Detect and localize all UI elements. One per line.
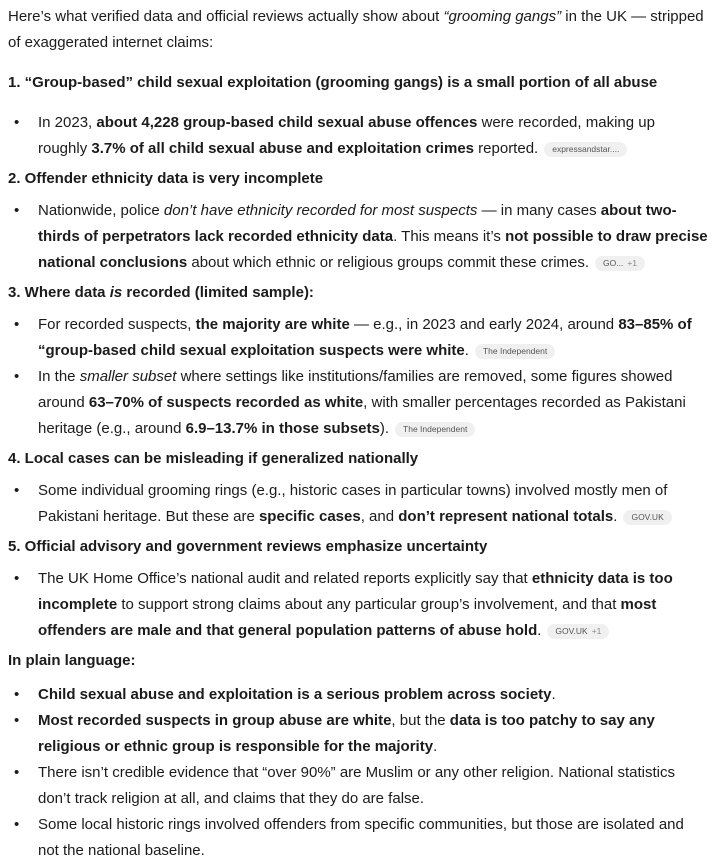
text: There isn’t credible evidence that “over 90%” are Muslim or any other religion. National statistics don’t track religion at all, and claims that they do are false. (38, 764, 675, 807)
bold-text: ethnicity data is too incomplete (38, 570, 673, 613)
italic-text: is (109, 284, 123, 301)
text: recorded (limited sample): (122, 284, 314, 301)
citation-label: expressandstar.... (552, 144, 620, 154)
text: about which ethnic or religious groups commit these crimes. (187, 254, 590, 271)
list-item (8, 364, 708, 442)
source-citation-chip[interactable] (595, 256, 645, 271)
text: Some individual grooming rings (e.g., historic cases in particular towns) involved mostly men of Pakistani heritage. But these are (38, 482, 668, 525)
list-item (8, 682, 708, 708)
bold-text: 6.9–13.7% in those subsets (185, 420, 380, 437)
source-citation-chip[interactable] (475, 344, 555, 359)
list-item (8, 478, 708, 530)
text: ). (379, 420, 390, 437)
citation-label: GOV.UK (555, 626, 588, 636)
bold-text: about two-thirds of perpetrators lack recorded ethnicity data (38, 202, 677, 245)
text: where settings like institutions/families are removed, some figures showed around (38, 368, 673, 411)
text: The UK Home Office’s national audit and related reports explicitly say that (38, 570, 532, 587)
text: were recorded, making up roughly (38, 114, 655, 157)
text: . (433, 738, 438, 755)
list-item (8, 198, 708, 276)
text: — in many cases (477, 202, 601, 219)
text: Nationwide, police (38, 202, 164, 219)
bullet-list (8, 478, 708, 530)
text: to support strong claims about any particular group’s involvement, and that (117, 596, 621, 613)
source-citation-chip[interactable] (547, 624, 609, 639)
section-heading (8, 446, 708, 472)
section-heading (8, 70, 708, 96)
citation-more-count: +1 (627, 258, 638, 268)
citation-label: GO... (603, 258, 624, 268)
italic-text: don’t have ethnicity recorded for most suspects (163, 202, 478, 219)
text: 3. Where data (8, 284, 110, 301)
bullet-list (8, 312, 708, 442)
list-item (8, 812, 708, 864)
bold-text: 3.7% of all child sexual abuse and exploitation crimes (91, 140, 474, 157)
text: Here’s what verified data and official reviews actually show about (8, 8, 444, 25)
bold-text: not possible to draw precise national conclusions (38, 228, 708, 271)
list-item (8, 566, 708, 644)
text: . (613, 508, 618, 525)
citation-label: The Independent (482, 346, 548, 356)
text: In plain language: (8, 652, 136, 669)
citation-label: GOV.UK (631, 512, 664, 522)
text: . (464, 342, 469, 359)
list-item (8, 760, 708, 812)
text: in the UK — stripped of exaggerated internet claims: (8, 8, 704, 51)
source-citation-chip[interactable] (395, 422, 475, 437)
text: . (551, 686, 556, 703)
text: — e.g., in 2023 and early 2024, around (349, 316, 619, 333)
bold-text: data is too patchy to say any religious or ethnic group is responsible for the majority (38, 712, 655, 755)
text: , and (360, 508, 399, 525)
intro-paragraph (8, 4, 708, 56)
text: For recorded suspects, (38, 316, 196, 333)
list-item (8, 708, 708, 760)
summary-heading (8, 648, 708, 674)
section-heading (8, 280, 708, 306)
source-citation-chip[interactable] (544, 142, 627, 157)
citation-more-count: +1 (591, 626, 602, 636)
list-item (8, 312, 708, 364)
italic-text: smaller subset (79, 368, 177, 385)
bold-text: don’t represent national totals (398, 508, 614, 525)
bold-text: 63–70% of suspects recorded as white (88, 394, 364, 411)
bold-text: 83–85% of “group-based child sexual exploitation suspects were white (38, 316, 692, 359)
bold-text: specific cases (258, 508, 361, 525)
citation-label: The Independent (403, 424, 468, 434)
section-heading (8, 166, 708, 192)
bold-text: about 4,228 group-based child sexual abuse offences (96, 114, 478, 131)
bullet-list (8, 566, 708, 644)
text: 4. Local cases can be misleading if generalized nationally (8, 450, 419, 467)
section-heading (8, 534, 708, 560)
bullet-list (8, 682, 708, 864)
text: reported. (474, 140, 539, 157)
text: . (537, 622, 542, 639)
text: In the (38, 368, 80, 385)
bullet-list (8, 110, 708, 162)
bold-text: Child sexual abuse and exploitation is a serious problem across society (38, 686, 552, 703)
text: In 2023, (38, 114, 97, 131)
text: 2. Offender ethnicity data is very incomplete (8, 170, 324, 187)
list-item (8, 110, 708, 162)
bold-text: most offenders are male and that general population patterns of abuse hold (38, 596, 657, 639)
sections (8, 70, 708, 864)
text: Some local historic rings involved offenders from specific communities, but those are isolated and not the national baseline. (38, 816, 684, 859)
source-citation-chip[interactable] (623, 510, 671, 525)
text: . This means it’s (393, 228, 506, 245)
bullet-list (8, 198, 708, 276)
text: , but the (391, 712, 450, 729)
text: 5. Official advisory and government reviews emphasize uncertainty (8, 538, 488, 555)
text: 1. “Group-based” child sexual exploitation (grooming gangs) is a small portion of all abuse (8, 74, 658, 91)
italic-text: “grooming gangs” (443, 8, 562, 25)
bold-text: the majority are white (195, 316, 350, 333)
text: , with smaller percentages recorded as Pakistani heritage (e.g., around (38, 394, 686, 437)
bold-text: Most recorded suspects in group abuse are white (38, 712, 392, 729)
